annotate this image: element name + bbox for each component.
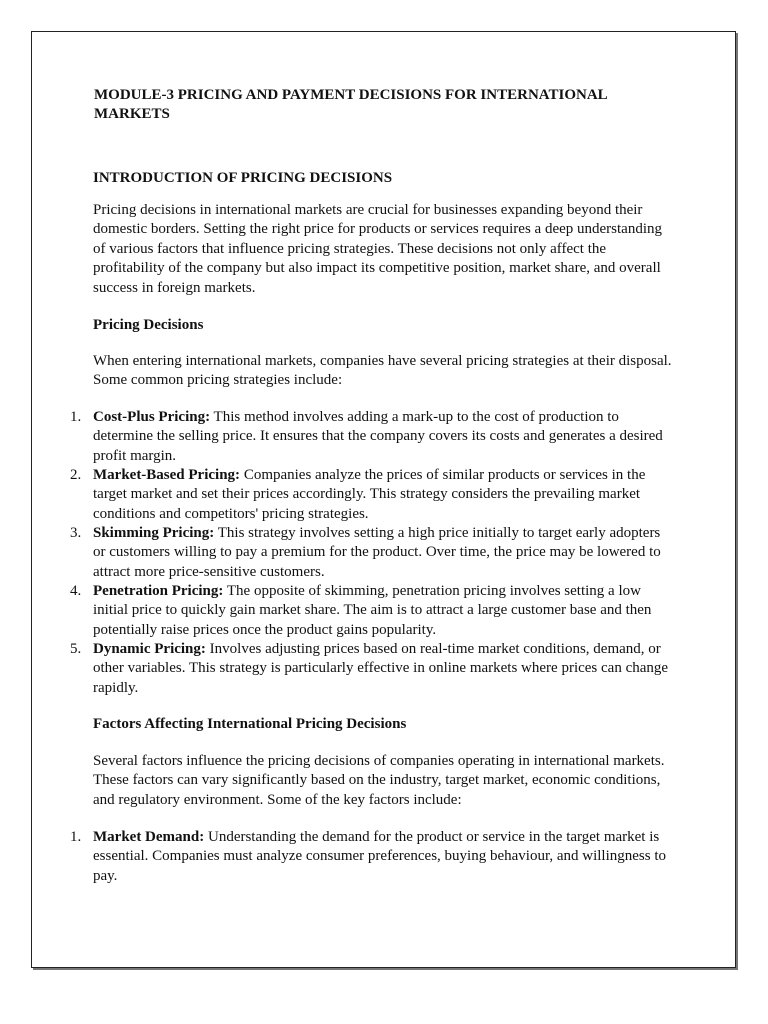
- strategy-text: Companies analyze the prices of similar products or services in the target market and set their prices accordingly. This strategy considers the prevailing market conditions and competitors' pricing strategies.: [93, 467, 646, 522]
- pricing-paragraph: When entering international markets, companies have several pricing strategies at their disposal. Some common pricing strategies include:: [93, 353, 672, 389]
- list-number: 3.: [70, 525, 82, 541]
- strategy-term: Cost-Plus Pricing:: [93, 409, 211, 425]
- strategy-text: Involves adjusting prices based on real-time market conditions, demand, or other variables. This strategy is particularly effective in online markets where prices can change rapidly.: [93, 641, 669, 696]
- list-number: 4.: [70, 583, 82, 599]
- document-title: MODULE-3 PRICING AND PAYMENT DECISIONS FOR INTERNATIONAL MARKETS: [94, 87, 607, 122]
- factors-paragraph: Several factors influence the pricing decisions of companies operating in international markets. These factors can vary significantly based on the industry, target market, economic conditions, and regulatory environment. Some of the key factors include:: [93, 753, 665, 808]
- strategy-term: Dynamic Pricing:: [93, 641, 206, 657]
- list-number: 1.: [70, 409, 82, 425]
- strategy-text: This strategy involves setting a high price initially to target early adopters or customers willing to pay a premium for the product. Over time, the price may be lowered to attract more price-sensitive customers.: [93, 525, 661, 580]
- list-number: 1.: [70, 829, 82, 845]
- intro-heading: INTRODUCTION OF PRICING DECISIONS: [93, 170, 393, 186]
- intro-paragraph: Pricing decisions in international markets are crucial for businesses expanding beyond their domestic borders. Setting the right price for products or services requires a deep understanding of various factors that influence pricing strategies. These decisions not only affect the profitability of the company but also impact its competitive position, market share, and overall success in foreign markets.: [93, 202, 662, 296]
- factors-heading: Factors Affecting International Pricing Decisions: [93, 716, 407, 732]
- list-number: 5.: [70, 641, 82, 657]
- pricing-decisions-heading: Pricing Decisions: [93, 317, 204, 333]
- strategy-term: Penetration Pricing:: [93, 583, 224, 599]
- factor-text: Understanding the demand for the product or service in the target market is essential. Companies must analyze consumer preferences, buying behaviour, and willingness to pay.: [93, 829, 666, 884]
- strategy-text: This method involves adding a mark-up to the cost of production to determine the selling price. It ensures that the company covers its costs and generates a desired profit margin.: [93, 409, 663, 464]
- factor-term: Market Demand:: [93, 829, 205, 845]
- list-number: 2.: [70, 467, 82, 483]
- strategy-term: Skimming Pricing:: [93, 525, 215, 541]
- strategy-text: The opposite of skimming, penetration pricing involves setting a low initial price to quickly gain market share. The aim is to attract a large customer base and then potentially raise prices once the product gains popularity.: [93, 583, 652, 638]
- strategy-term: Market-Based Pricing:: [93, 467, 241, 483]
